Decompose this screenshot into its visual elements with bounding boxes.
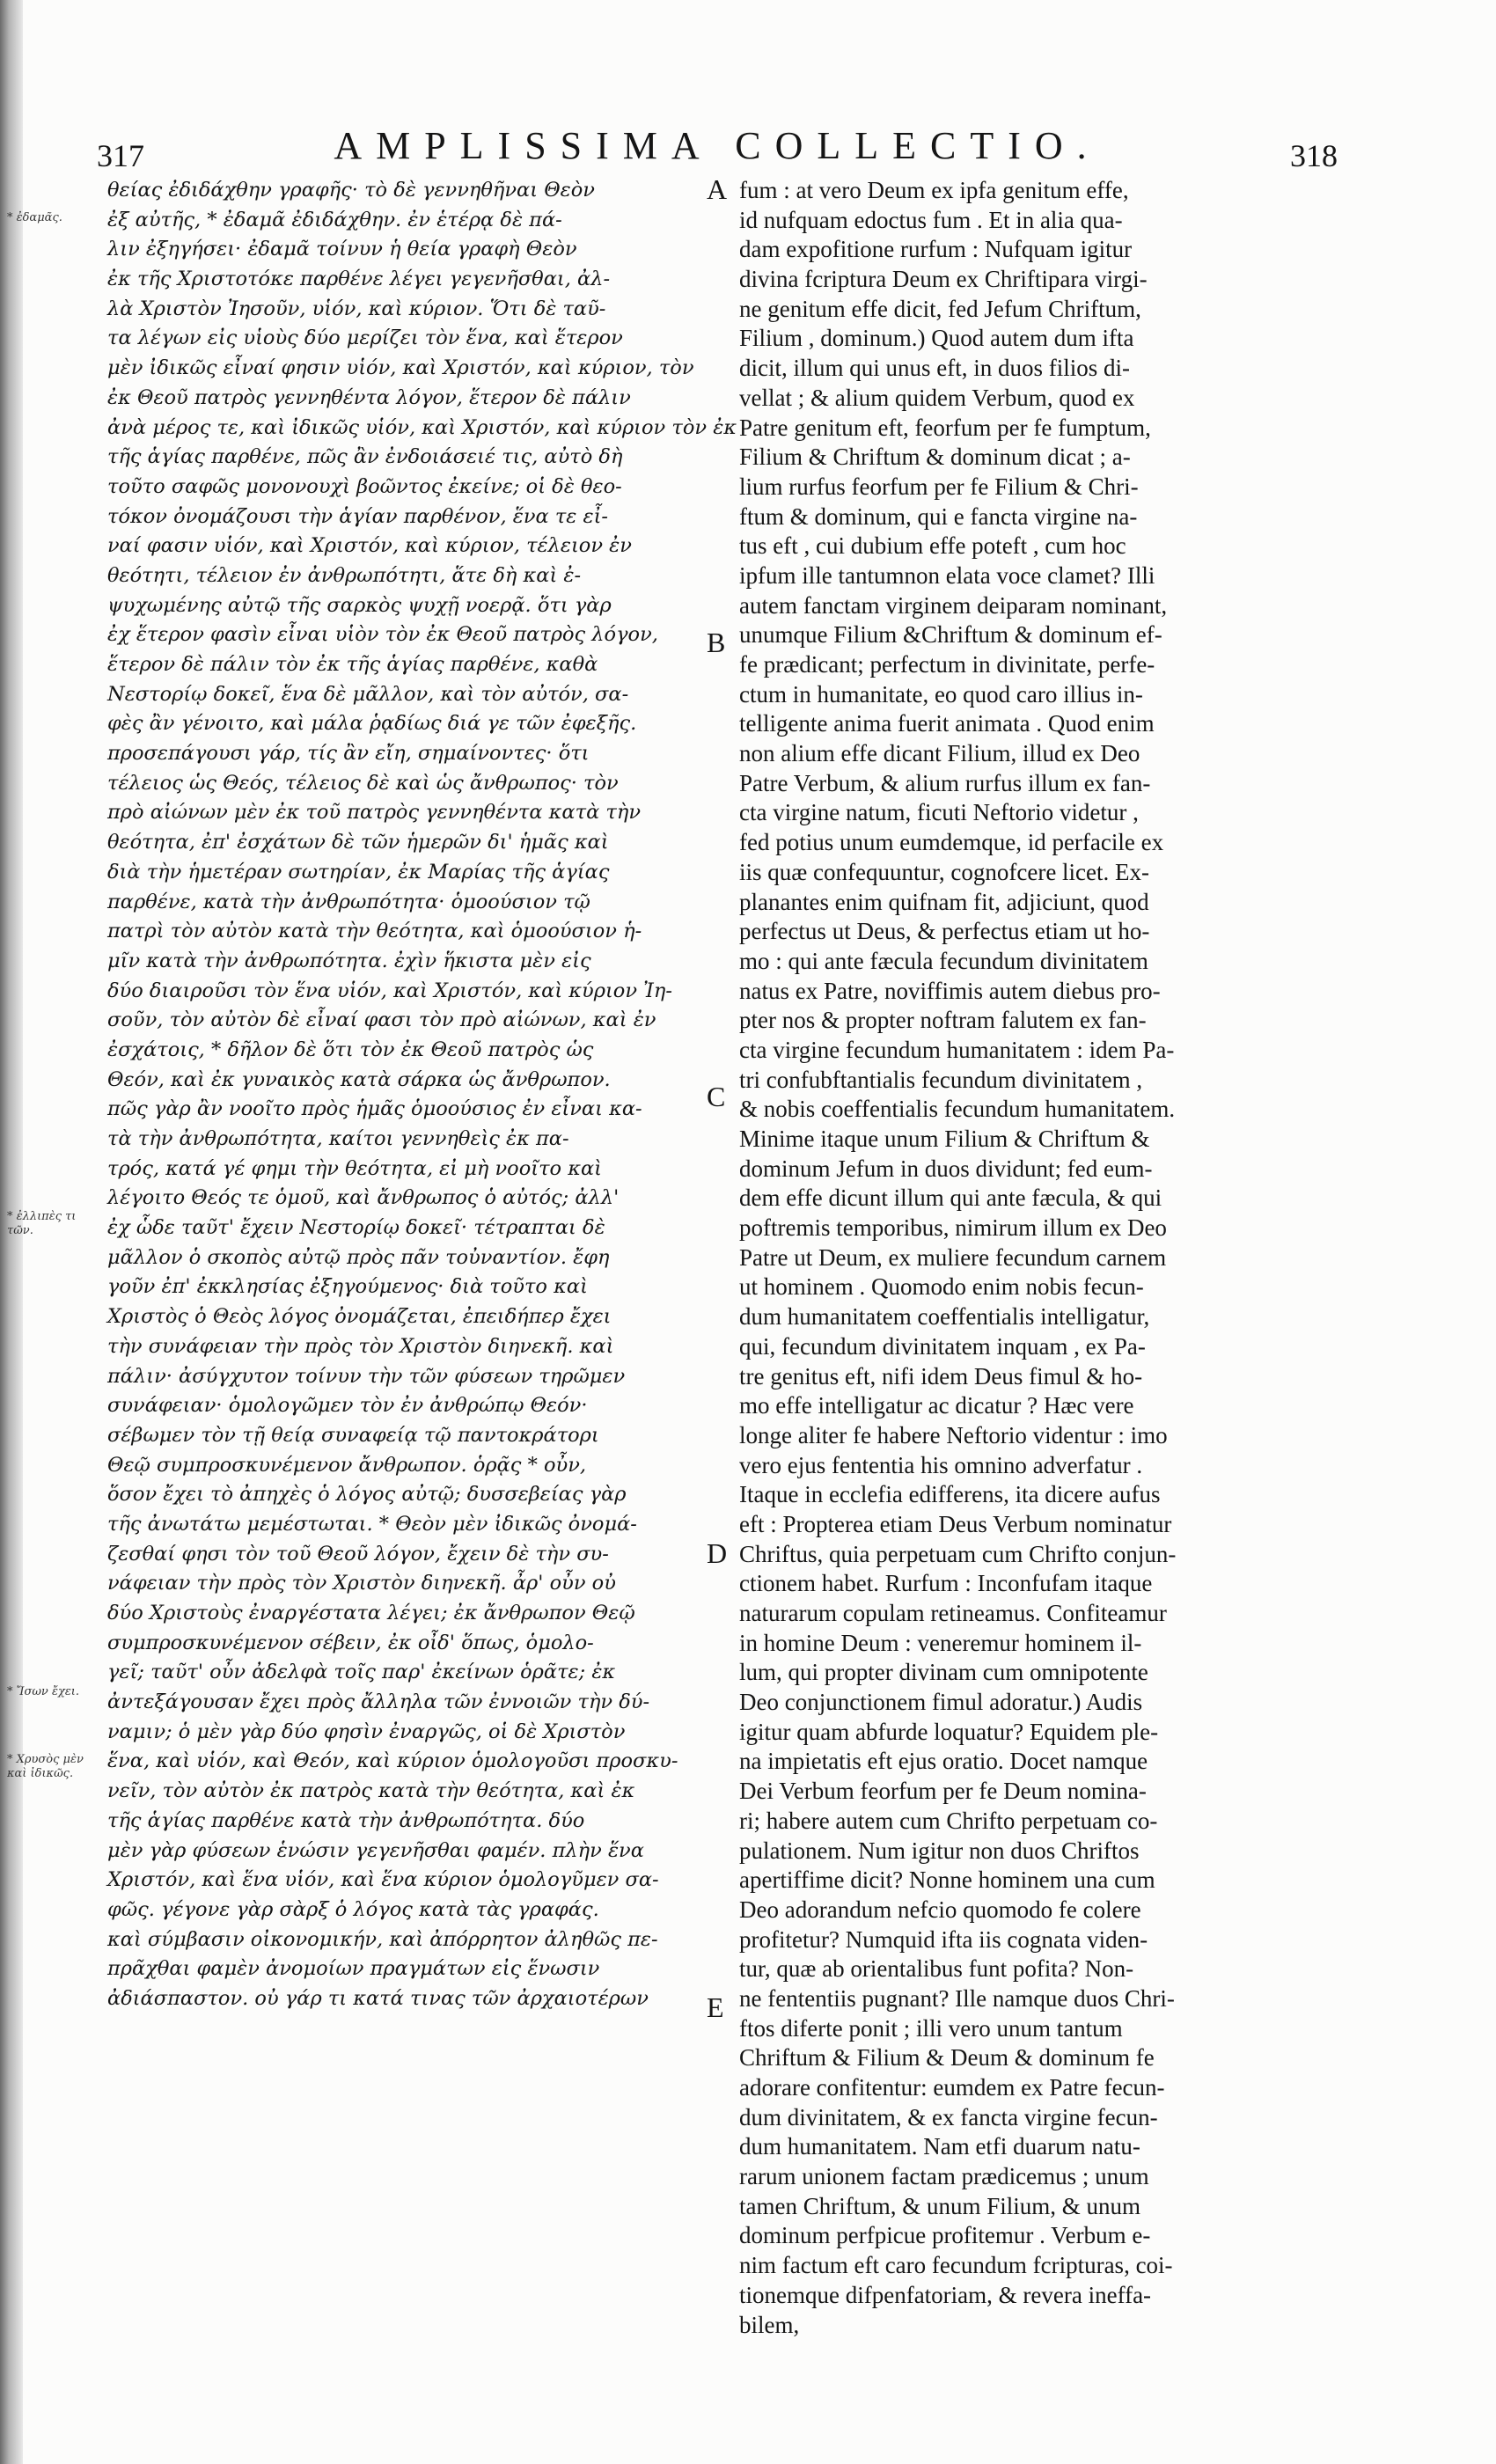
greek-text-line: ἐσχάτοις, * δῆλον δὲ ὅτι τὸν ἐκ Θεοῦ πατρὸς ὡς [107,1038,594,1061]
greek-text-line: πάλιν· ἀσύγχυτον τοίνυν τὴν τῶν φύσεων τηρῶμεν [107,1364,626,1388]
greek-text-line: ἀνὰ μέρος τε, καὶ ἰδικῶς υἱόν, καὶ Χριστόν, καὶ κύριον τὸν ἐκ [107,415,737,439]
latin-text-line: dum divinitatem, & ex fancta virgine fecun- [739,2103,1158,2130]
latin-text-column [739,176,1346,2340]
section-marker: A [707,173,728,205]
latin-text-line: mo : qui ante fæcula fecundum divinitatem [739,947,1148,974]
latin-text-line: natus ex Patre, noviffimis autem diebus pro- [739,977,1161,1004]
greek-text-line: τῆς ἀνωτάτω μεμέστωται. * Θεὸν μὲν ἰδικῶς ὀνομά- [107,1512,637,1536]
greek-text-line: γοῦν ἐπ' ἐκκλησίας ἐξηγούμενος· διὰ τοῦτο καὶ [107,1275,588,1299]
greek-text-line: Χριστὸς ὁ Θεὸς λόγος ὀνομάζεται, ἐπειδήπερ ἔχει [107,1305,612,1329]
greek-text-line: συμπροσκυνέμενον σέβειν, ἐκ οἶδ' ὅπως, ὁμολο- [107,1631,594,1654]
latin-text-line: tre genitus eft, nifi idem Deus fimul & ho- [739,1362,1143,1390]
greek-text-line: πῶς γὰρ ἂν νοοῖτο πρὸς ἡμᾶς ὁμοούσιος ἐν εἶναι κα- [107,1097,642,1121]
greek-text-line: ἀδιάσπαστον. οὐ γάρ τι κατά τινας τῶν ἀρχαιοτέρων [107,1986,649,2010]
latin-text-line: ut hominem . Quomodo enim nobis fecun- [739,1273,1144,1301]
greek-text-line: ἐξ αὐτῆς, * ἐδαμᾶ ἐδιδάχθην. ἐν ἑτέρᾳ δὲ πά- [107,208,562,231]
greek-text-line: πρᾶχθαι φαμὲν ἀνομοίων πραγμάτων εἰς ἕνωσιν [107,1957,600,1981]
latin-text-line: planantes enim quifnam fit, adjiciunt, quod [739,888,1149,915]
page-number-right: 318 [1290,138,1338,173]
latin-text-line: bilem, [739,2311,800,2338]
greek-text-line: νάφειαν τὴν πρὸς τὸν Χριστὸν διηνεκῆ. ἆρ' οὖν οὐ [107,1572,616,1595]
greek-text-line: τὴν συνάφειαν τὴν πρὸς τὸν Χριστὸν διηνεκῆ. καὶ [107,1334,614,1358]
latin-text-line: Filium & Chriftum & dominum dicat ; a- [739,444,1131,471]
latin-text-line: Itaque in ecclefia edifferens, ita dicere aufus [739,1481,1161,1508]
section-marker: C [707,1081,726,1112]
greek-text-line: σέβωμεν τὸν τῇ θείᾳ συναφείᾳ τῷ παντοκράτορι [107,1423,599,1447]
latin-text-line: ctionem habet. Rurfum : Inconfufam itaque [739,1570,1153,1597]
greek-text-column [107,176,737,2014]
latin-text-line: lum, qui propter divinam cum omnipotente [739,1659,1148,1686]
greek-text-line: τόκον ὀνομάζουσι τὴν ἁγίαν παρθένον, ἕνα τε εἶ- [107,504,609,528]
greek-text-line: τῆς ἁγίας παρθένε, πῶς ἂν ἐνδοιάσειέ τις, αὐτὸ δὴ [107,445,623,469]
latin-text-line: tamen Chriftum, & unum Filium, & unum [739,2192,1140,2219]
latin-text-line: fum : at vero Deum ex ipfa genitum effe, [739,177,1129,203]
greek-text-line: ἐχ ὧδε ταῦτ' ἔχειν Νεστορίῳ δοκεῖ· τέτραπται δὲ [107,1216,605,1240]
latin-text-line: iis quæ confequuntur, cognofcere licet. Ex- [739,858,1150,885]
greek-text-line: τέλειος ὡς Θεός, τέλειος δὲ καὶ ὡς ἄνθρωπος· τὸν [107,771,619,795]
latin-text-line: Chriftus, quia perpetuam cum Chrifto conjun- [739,1540,1177,1567]
greek-text-line: δύο Χριστοὺς ἐναργέστατα λέγει; ἐκ ἄνθρωπον Θεῷ [107,1602,635,1624]
latin-text-line: dum humanitatem. Nam etfi duarum natu- [739,2133,1140,2160]
latin-text-line: na impietatis eft ejus oratio. Docet namque [739,1748,1148,1775]
latin-text-line: ctum in humanitate, eo quod caro illius in- [739,680,1143,708]
greek-text-line: ἀντεξάγουσαν ἔχει πρὸς ἄλληλα τῶν ἐννοιῶν τὴν δύ- [107,1690,650,1714]
latin-text-line: naturarum copulam retineamus. Confiteamur [739,1600,1167,1626]
greek-text-line: προσεπάγουσι γάρ, τίς ἂν εἴη, σημαίνοντες· ὅτι [107,742,590,766]
margin-note: * ἐδαμᾶς. [7,211,62,224]
greek-text-line: ἐκ τῆς Χριστοτόκε παρθένε λέγει γεγενῆσθαι, ἀλ- [107,268,611,291]
margin-note: * Ἴσων ἔχει. [7,1685,80,1698]
greek-text-line: θείας ἐδιδάχθην γραφῆς· τὸ δὲ γεννηθῆναι Θεὸν [107,179,595,202]
greek-text-line: Νεστορίῳ δοκεῖ, ἕνα δὲ μᾶλλον, καὶ τὸν αὐτόν, σα- [107,682,629,706]
latin-text-line: perfectus ut Deus, & perfectus etiam ut ho- [739,918,1150,945]
latin-text-line: Filium , dominum.) Quod autem dum ifta [739,325,1134,352]
latin-text-line: dicit, illum qui unus eft, in duos filios di- [739,355,1130,382]
margin-note: * ἐλλιπὲς τι τῶν. [7,1210,77,1237]
latin-text-line: vellat ; & alium quidem Verbum, quod ex [739,384,1135,411]
greek-text-line: ψυχωμένης αὐτῷ τῆς σαρκὸς ψυχῇ νοερᾷ. ὅτι γὰρ [107,593,612,617]
greek-text-line: ναμιν; ὁ μὲν γὰρ δύο φησὶν ἐναργῶς, οἱ δὲ Χριστὸν [107,1720,626,1743]
greek-text-line: θεότητι, τέλειον ἐν ἀνθρωπότητι, ἅτε δὴ καὶ ἐ- [107,563,582,587]
latin-text-line: Patre ut Deum, ex muliere fecundum carnem [739,1243,1167,1271]
latin-text-line: telligente anima fuerit animata . Quod enim [739,710,1155,737]
latin-text-line: ftum & dominum, qui e fancta virgine na- [739,502,1138,530]
greek-text-line: λιν ἐξηγήσει· ἐδαμᾶ τοίνυν ἡ θεία γραφὴ Θεὸν [107,238,577,261]
latin-text-line: ri; habere autem cum Chrifto perpetuam co- [739,1807,1158,1834]
latin-text-line: ftos diferte ponit ; illi vero unum tantum [739,2014,1123,2042]
greek-text-line: λὰ Χριστὸν Ἰησοῦν, υἱόν, καὶ κύριον. Ὅτι δὲ ταῦ- [107,297,606,320]
latin-text-line: vero ejus fententia his omnino adverfatur . [739,1451,1143,1478]
latin-text-line: profitetur? Numquid ifta iis cognata viden- [739,1925,1148,1953]
latin-text-line: cta virgine fecundum humanitatem : idem Pa- [739,1036,1175,1063]
latin-text-line: qui, fecundum divinitatem inquam , ex Pa- [739,1332,1146,1360]
latin-text-line: lium rurfus feorfum per fe Filium & Chri- [739,473,1139,500]
latin-text-line: Patre genitum eft, feorfum per fe fumptum, [739,414,1151,441]
greek-text-line: λέγοιτο Θεός τε ὁμοῦ, καὶ ἄνθρωπος ὁ αὐτός; ἀλλ' [107,1186,620,1210]
latin-text-line: dem effe dicunt illum qui ante fæcula, & qui [739,1184,1162,1212]
greek-text-line: τρός, κατά γέ φημι τὴν θεότητα, εἰ μὴ νοοῖτο καὶ [107,1156,602,1180]
greek-text-line: Χριστόν, καὶ ἕνα υἱόν, καὶ ἕνα κύριον ὁμολογῦμεν σα- [107,1868,659,1892]
greek-text-line: ἐκ Θεοῦ πατρὸς γεννηθέντα λόγον, ἕτερον δὲ πάλιν [107,385,631,409]
latin-text-line: tionemque difpenfatoriam, & revera ineffa- [739,2281,1152,2308]
greek-text-line: ὅσον ἔχει τὸ ἀπηχὲς ὁ λόγος αὐτῷ; δυσσεβείας γὰρ [107,1483,627,1507]
margin-note: * Χρυσὸς μὲν καὶ ἰδικῶς. [7,1753,84,1780]
latin-text-line: Chriftum & Filium & Deum & dominum fe [739,2044,1155,2072]
latin-text-line: dominum perfpicue profitemur . Verbum e- [739,2222,1151,2249]
latin-text-line: Deo conjunctionem fimul adoratur.) Audis [739,1689,1143,1716]
greek-text-line: τὰ τὴν ἀνθρωπότητα, καίτοι γεννηθεὶς ἐκ πα- [107,1127,569,1150]
greek-text-line: νεῖν, τὸν αὐτὸν ἐκ πατρὸς κατὰ τὴν θεότητα, καὶ ἐκ [107,1779,635,1803]
latin-text-line: poftremis temporibus, nimirum illum ex Deo [739,1214,1167,1242]
page-number-left: 317 [97,138,144,173]
greek-text-line: τῆς ἁγίας παρθένε κατὰ τὴν ἀνθρωπότητα. δύο [107,1808,585,1832]
section-marker: B [707,627,726,658]
latin-text-line: mo effe intelligatur ac dicatur ? Hæc vere [739,1392,1134,1419]
greek-text-line: γεῖ; ταῦτ' οὖν ἀδελφὰ τοῖς παρ' ἐκείνων ὁρᾶτε; ἐκ [107,1661,616,1684]
greek-text-line: καὶ σύμβασιν οἰκονομικήν, καὶ ἀπόρρητον ἀληθῶς πε- [107,1927,658,1951]
latin-text-line: id nufquam edoctus fum . Et in alia qua- [739,206,1123,233]
latin-text-line: & nobis coeffentialis fecundum humanitatem. [739,1096,1176,1123]
latin-text-line: fed potius unum eumdemque, id perfacile ex [739,829,1164,856]
latin-text-line: apertiffime dicit? Nonne hominem una cum [739,1866,1155,1894]
greek-text-line: φῶς. γέγονε γὰρ σὰρξ ὁ λόγος κατὰ τὰς γραφάς. [107,1897,599,1921]
latin-text-line: in homine Deum : veneremur hominem il- [739,1629,1142,1656]
latin-text-line: non alium effe dicant Filium, illud ex Deo [739,740,1140,767]
latin-text-line: Patre Verbum, & alium rurfus illum ex fan- [739,769,1151,796]
latin-text-line: autem fanctam virginem deiparam nominant, [739,591,1168,619]
latin-text-line: tus eft , cui dubium effe poteft , cum hoc [739,532,1126,560]
latin-text-line: dam expofitione rurfum : Nufquam igitur [739,236,1133,263]
latin-text-line: Minime itaque unum Filium & Chriftum & [739,1126,1150,1152]
greek-text-line: μὲν γὰρ φύσεων ἑνώσιν γεγενῆσθαι φαμέν. πλὴν ἕνα [107,1838,644,1862]
section-marker: E [707,1991,724,2023]
latin-text-line: fe prædicant; perfectum in divinitate, perfe- [739,651,1155,678]
latin-text-line: dominum Jefum in duos dividunt; fed eum- [739,1155,1153,1182]
greek-text-line: μῖν κατὰ τὴν ἀνθρωπότητα. ἐχὶν ἥκιστα μὲν εἰς [107,949,591,972]
greek-text-line: πρὸ αἰώνων μὲν ἐκ τοῦ πατρὸς γεννηθέντα κατὰ τὴν [107,801,642,825]
latin-text-line: longe aliter fe habere Neftorio videntur : imo [739,1421,1168,1448]
greek-text-line: συνάφειαν· ὁμολογῶμεν τὸν ἐν ἀνθρώπῳ Θεόν· [107,1394,588,1418]
greek-text-line: τοῦτο σαφῶς μονονουχὶ βοῶντος ἐκείνε; οἱ δὲ θεο- [107,474,622,498]
latin-text-line: tri confubftantialis fecundum divinitatem , [739,1066,1143,1093]
greek-text-line: τα λέγων εἰς υἱοὺς δύο μερίζει τὸν ἕνα, καὶ ἕτερον [107,326,623,350]
latin-text-line: divina fcriptura Deum ex Chriftipara virgi- [739,266,1148,293]
greek-text-line: μὲν ἰδικῶς εἶναί φησιν υἱόν, καὶ Χριστόν, καὶ κύριον, τὸν [107,356,694,380]
latin-text-line: ne fententiis pugnant? Ille namque duos Chri- [739,1984,1175,2012]
greek-text-line: Θεόν, καὶ ἐκ γυναικὸς κατὰ σάρκα ὡς ἄνθρωπον. [107,1067,611,1091]
greek-text-line: ναί φασιν υἱόν, καὶ Χριστόν, καὶ κύριον, τέλειον ἐν [107,534,632,558]
latin-text-line: rarum unionem factam prædicemus ; unum [739,2163,1149,2190]
greek-text-line: παρθένε, κατὰ τὴν ἀνθρωπότητα· ὁμοούσιον τῷ [107,890,590,913]
latin-text-line: unumque Filium &Chriftum & dominum ef- [739,621,1162,649]
greek-text-line: μᾶλλον ὁ σκοπὸς αὐτῷ πρὸς πᾶν τοὐναντίον. ἔφη [107,1245,610,1269]
greek-text-line: δύο διαιροῦσι τὸν ἕνα υἱόν, καὶ Χριστόν, καὶ κύριον Ἰη- [107,979,672,1002]
latin-text-line: ne genitum effe dicit, fed Jefum Chriftum, [739,295,1141,322]
latin-text-line: cta virgine natum, ficuti Neftorio videtur , [739,799,1139,826]
latin-text-line: adorare confitentur: eumdem ex Patre fecun- [739,2074,1165,2101]
greek-text-line: ἐχ ἕτερον φασὶν εἶναι υἱὸν τὸν ἐκ Θεοῦ πατρὸς λόγον, [107,623,658,647]
greek-text-line: θεότητα, ἐπ' ἐσχάτων δὲ τῶν ἡμερῶν δι' ἡμᾶς καὶ [107,831,609,854]
latin-text-line: pulationem. Num igitur non duos Chriftos [739,1837,1140,1864]
greek-text-line: διὰ τὴν ἡμετέραν σωτηρίαν, ἐκ Μαρίας τῆς ἁγίας [107,860,610,884]
latin-text-line: pter nos & propter noftram falutem ex fan- [739,1007,1147,1034]
greek-text-line: φὲς ἂν γένοιτο, καὶ μάλα ῥᾳδίως διά γε τῶν ἐφεξῆς. [107,712,637,736]
latin-text-line: nim factum eft caro fecundum fcripturas, coi- [739,2252,1173,2279]
greek-text-line: Θεῷ συμπροσκυνέμενον ἄνθρωπον. ὁρᾷς * οὖν, [107,1453,587,1477]
latin-text-line: dum humanitatem coeffentialis intelligatur, [739,1303,1150,1331]
latin-text-line: Deo adorandum nefcio quomodo fe colere [739,1896,1141,1923]
section-marker: D [707,1537,728,1569]
latin-text-line: ipfum ille tantumnon elata voce clamet? Illi [739,561,1155,589]
latin-text-line: tur, quæ ab orientalibus funt pofita? Non- [739,1955,1134,1983]
greek-text-line: ἕνα, καὶ υἱόν, καὶ Θεόν, καὶ κύριον ὁμολογοῦσι προσκυ- [107,1749,678,1773]
running-title: AMPLISSIMA COLLECTIO. [334,124,1101,167]
greek-text-line: πατρὶ τὸν αὐτὸν κατὰ τὴν θεότητα, καὶ ὁμοούσιον ἡ- [107,920,642,943]
greek-text-line: ζεσθαί φησι τὸν τοῦ Θεοῦ λόγον, ἔχειν δὲ τὴν συ- [107,1542,609,1566]
greek-text-line: σοῦν, τὸν αὐτὸν δὲ εἶναί φασι τὸν πρὸ αἰώνων, καὶ ἐν [107,1008,656,1032]
greek-text-line: ἕτερον δὲ πάλιν τὸν ἐκ τῆς ἁγίας παρθένε, καθὰ [107,653,598,676]
latin-text-line: eft : Propterea etiam Deus Verbum nominatur [739,1510,1172,1537]
latin-text-line: Dei Verbum feorfum per fe Deum nomina- [739,1778,1147,1805]
latin-text-line: igitur quam abfurde loquatur? Equidem ple- [739,1718,1159,1745]
